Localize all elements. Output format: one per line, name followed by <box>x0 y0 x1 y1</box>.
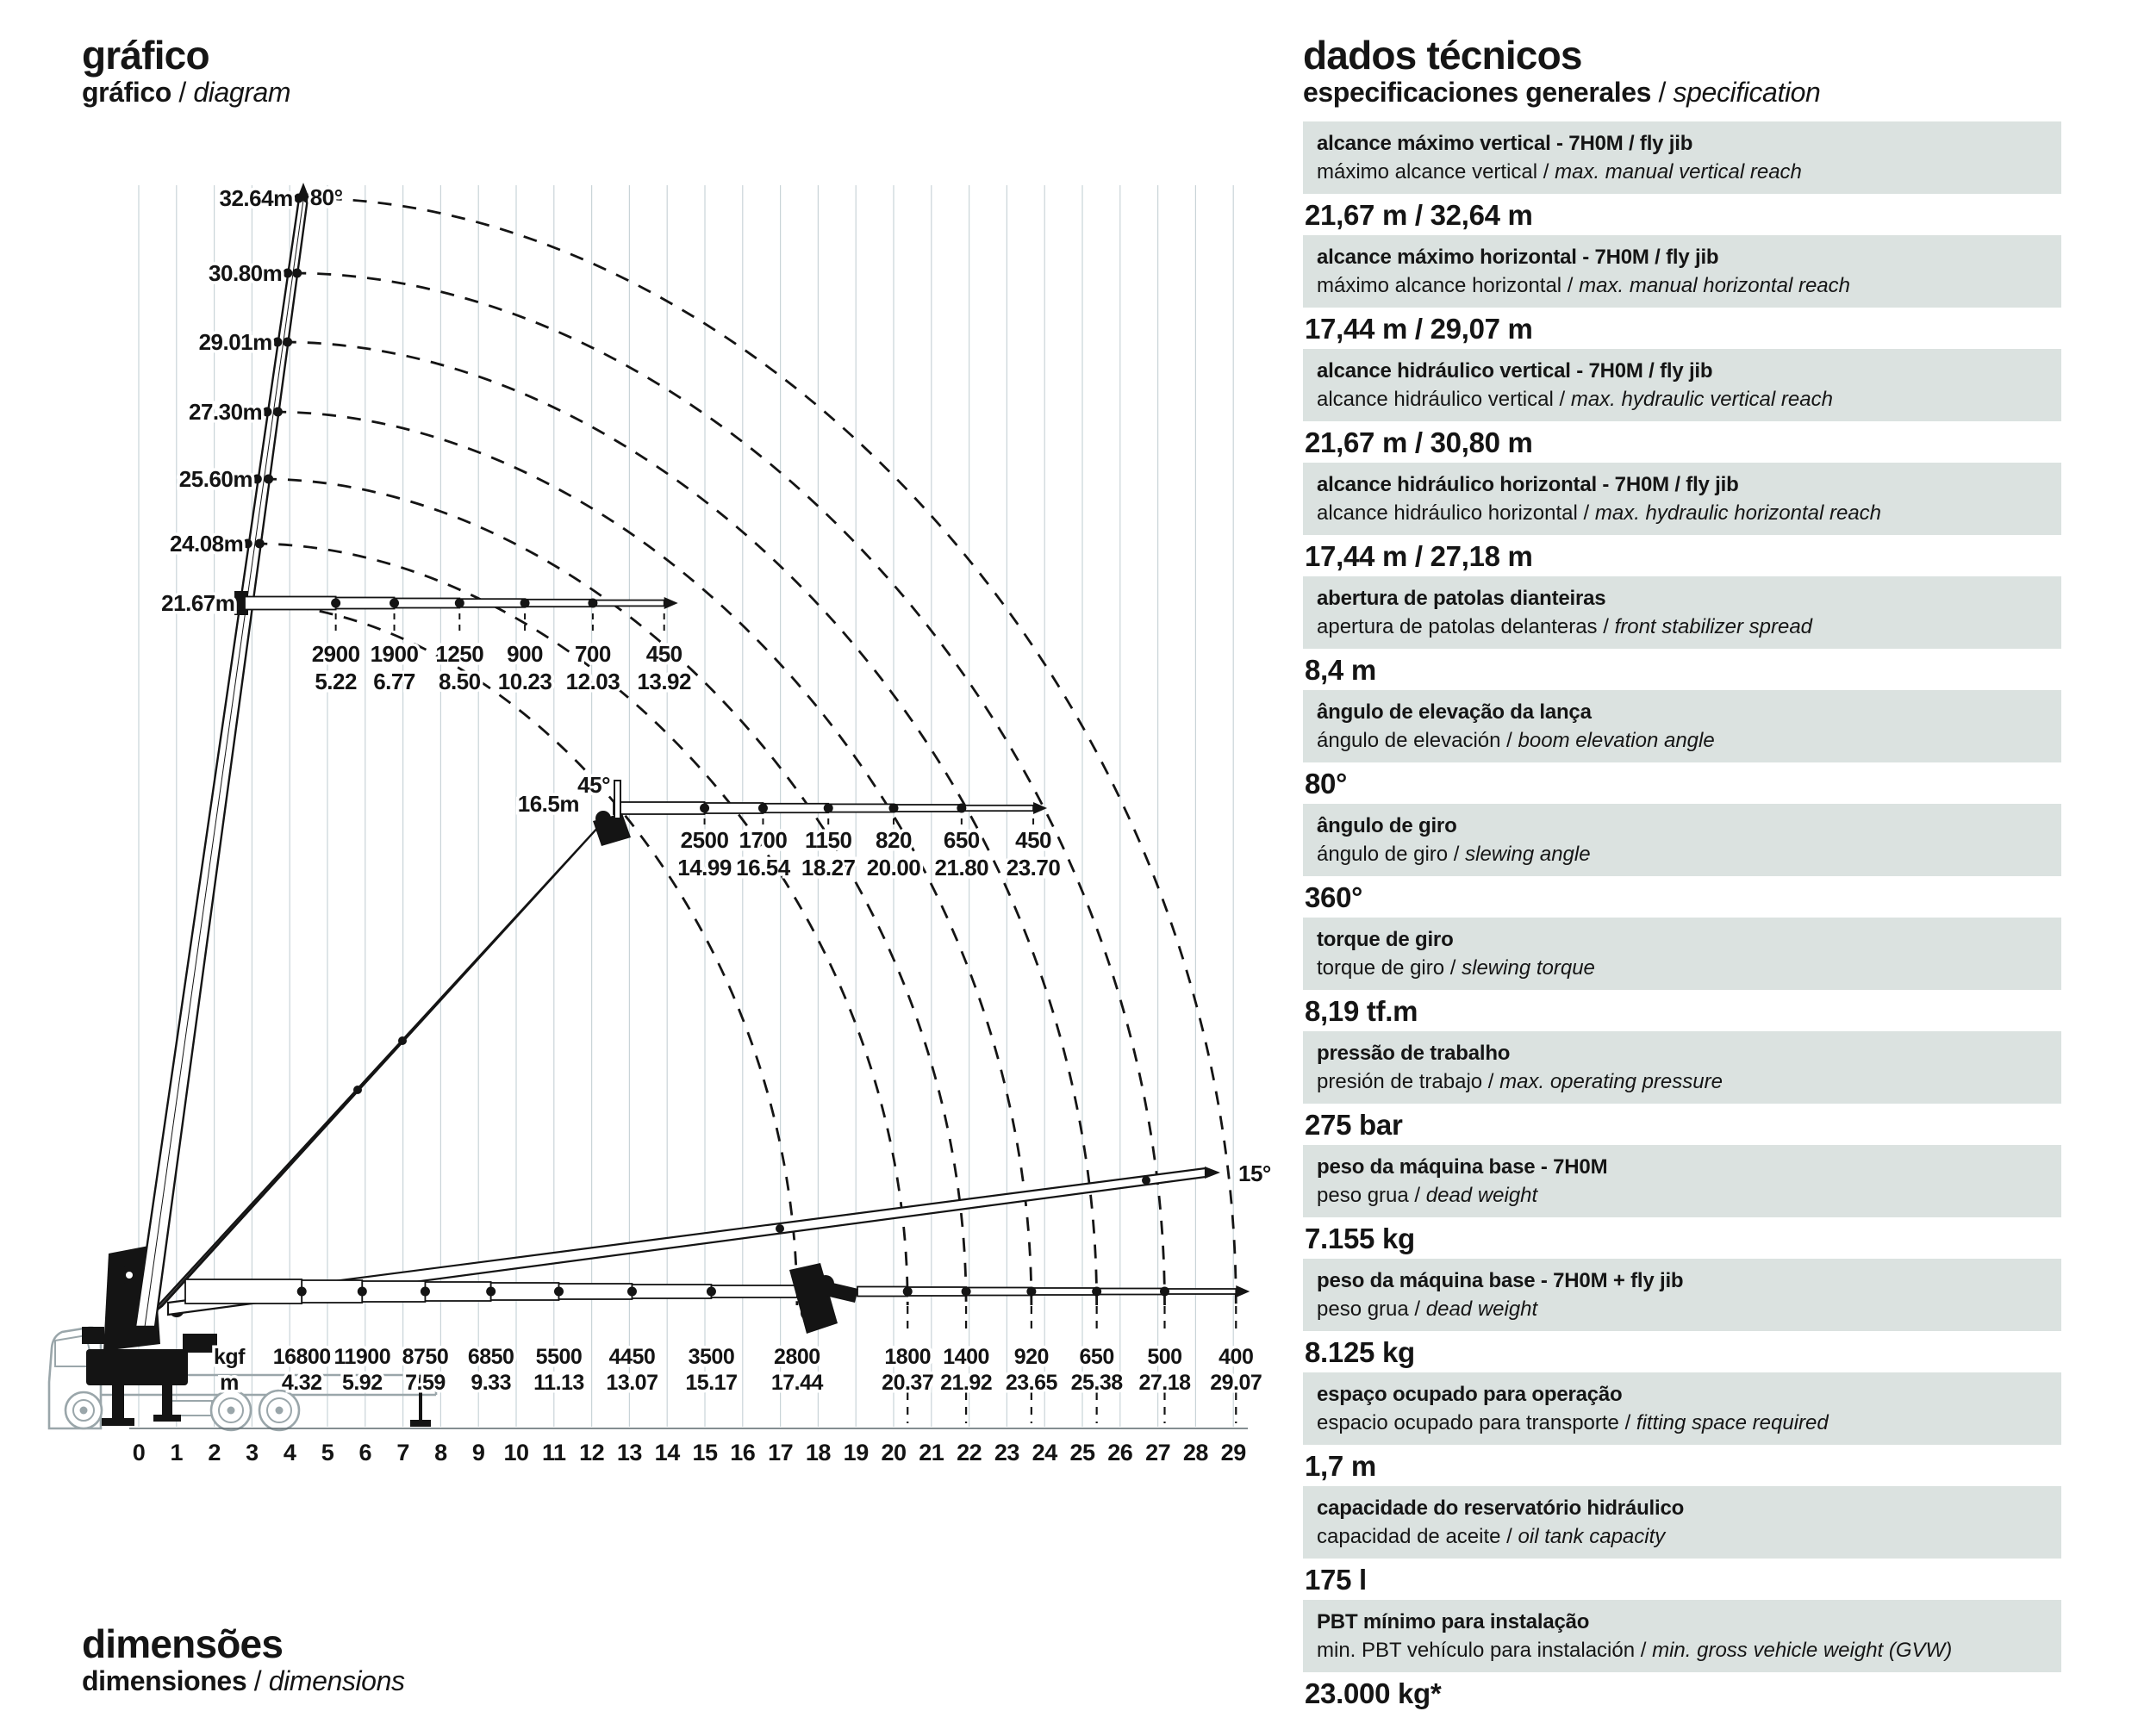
svg-text:19: 19 <box>843 1440 869 1465</box>
boom-horizontal <box>185 1263 1250 1334</box>
svg-text:24: 24 <box>1032 1440 1057 1465</box>
spec-row-value: 1,7 m <box>1305 1449 1376 1482</box>
svg-text:650: 650 <box>943 827 980 853</box>
svg-text:15°: 15° <box>1238 1160 1271 1186</box>
spec-row-pt: peso da máquina base - 7H0M <box>1317 1154 1608 1179</box>
slash-separator: / <box>1561 273 1580 297</box>
svg-text:25: 25 <box>1069 1440 1095 1465</box>
spec-row-header <box>1303 1486 2061 1559</box>
spec-row-sub <box>1317 158 2048 186</box>
svg-text:13.92: 13.92 <box>637 669 691 694</box>
spec-row-en: slewing angle <box>1465 842 1591 866</box>
svg-text:12: 12 <box>579 1440 605 1465</box>
svg-text:1150: 1150 <box>805 827 852 853</box>
spec-row <box>1303 463 2061 574</box>
spec-row-pt: espaço ocupado para operação <box>1317 1382 1623 1406</box>
spec-row-es: apertura de patolas delanteras <box>1317 614 1598 638</box>
spec-row-en: dead weight <box>1425 1297 1538 1321</box>
slash-separator: / <box>1635 1638 1653 1662</box>
svg-text:27: 27 <box>1145 1440 1171 1465</box>
spec-row <box>1303 1486 2061 1597</box>
spec-row-pt: alcance máximo horizontal - 7H0M / fly jib <box>1317 245 1719 269</box>
spec-row-pt: ângulo de elevação da lança <box>1317 700 1592 724</box>
svg-text:11: 11 <box>542 1440 566 1465</box>
spec-row-value: 21,67 m / 30,80 m <box>1305 426 1533 458</box>
svg-text:450: 450 <box>1015 827 1052 853</box>
spec-row-header <box>1303 235 2061 308</box>
svg-text:30.80m: 30.80m <box>209 260 283 286</box>
spec-row-header <box>1303 576 2061 649</box>
spec-row-header <box>1303 121 2061 194</box>
spec-row <box>1303 1259 2061 1370</box>
spec-row-en: dead weight <box>1425 1183 1538 1207</box>
svg-text:7: 7 <box>396 1440 409 1465</box>
svg-text:2800: 2800 <box>774 1345 820 1369</box>
spec-row-value: 8,4 m <box>1305 653 1376 686</box>
spec-row-es: ángulo de elevación <box>1317 728 1501 752</box>
svg-text:80°: 80° <box>309 184 343 210</box>
spec-row-es: máximo alcance horizontal <box>1317 273 1562 297</box>
spec-row-sub <box>1317 1409 2048 1437</box>
spec-row-value: 360° <box>1305 880 1363 913</box>
svg-text:16.5m: 16.5m <box>517 791 579 817</box>
spec-row <box>1303 1145 2061 1256</box>
spec-row-header <box>1303 1259 2061 1331</box>
crane-base <box>82 1245 431 1427</box>
svg-text:29.07: 29.07 <box>1210 1371 1262 1395</box>
spec-row-en: boom elevation angle <box>1518 728 1715 752</box>
spec-row-value: 7.155 kg <box>1305 1222 1415 1254</box>
svg-text:29.01m: 29.01m <box>198 329 272 355</box>
spec-row-pt: abertura de patolas dianteiras <box>1317 586 1606 610</box>
slash-separator: / <box>1618 1410 1636 1434</box>
svg-text:820: 820 <box>876 827 912 853</box>
svg-text:6850: 6850 <box>467 1345 514 1369</box>
svg-text:920: 920 <box>1013 1345 1049 1369</box>
svg-text:5: 5 <box>321 1440 334 1465</box>
spec-row <box>1303 1600 2061 1711</box>
slash-separator: / <box>1537 159 1555 184</box>
svg-text:18: 18 <box>805 1440 831 1465</box>
slash-separator: / <box>1553 387 1571 411</box>
svg-text:16800: 16800 <box>272 1345 331 1369</box>
svg-text:2500: 2500 <box>680 827 729 853</box>
spec-row-header <box>1303 1145 2061 1217</box>
spec-row-es: capacidad de aceite <box>1317 1524 1501 1548</box>
slash-separator: / <box>171 76 194 108</box>
spec-row-en: min. gross vehicle weight (GVW) <box>1652 1638 1953 1662</box>
svg-text:12.03: 12.03 <box>565 669 620 694</box>
spec-row-header <box>1303 918 2061 990</box>
svg-text:11.13: 11.13 <box>533 1371 584 1395</box>
spec-row-sub <box>1317 613 2048 641</box>
svg-text:500: 500 <box>1147 1345 1182 1369</box>
spec-row <box>1303 1031 2061 1142</box>
spec-row-es: máximo alcance vertical <box>1317 159 1538 184</box>
svg-text:21.67m: 21.67m <box>161 590 235 616</box>
slash-separator: / <box>246 1664 269 1696</box>
spec-title: dados técnicos <box>1303 33 1582 78</box>
svg-text:5.22: 5.22 <box>315 669 357 694</box>
fly-jib-80 <box>234 591 678 615</box>
svg-text:14: 14 <box>654 1440 680 1465</box>
spec-row <box>1303 804 2061 915</box>
spec-row-pt: alcance hidráulico horizontal - 7H0M / fly jib <box>1317 472 1739 496</box>
svg-text:16.54: 16.54 <box>736 855 790 880</box>
svg-text:17.44: 17.44 <box>770 1371 823 1395</box>
spec-row-en: max. hydraulic horizontal reach <box>1594 501 1882 525</box>
svg-text:45°: 45° <box>577 772 610 798</box>
spec-row-es: alcance hidráulico vertical <box>1317 387 1554 411</box>
svg-text:24.08m: 24.08m <box>170 531 244 557</box>
spec-row <box>1303 121 2061 233</box>
svg-text:1700: 1700 <box>739 827 788 853</box>
spec-row-header <box>1303 349 2061 421</box>
spec-row-es: espacio ocupado para transporte <box>1317 1410 1619 1434</box>
svg-text:23: 23 <box>994 1440 1019 1465</box>
diagram-title-en: diagram <box>193 76 291 108</box>
svg-text:29: 29 <box>1220 1440 1246 1465</box>
spec-row-value: 17,44 m / 29,07 m <box>1305 312 1533 345</box>
slash-separator: / <box>1500 1524 1518 1548</box>
svg-text:4: 4 <box>283 1440 296 1465</box>
spec-row-pt: torque de giro <box>1317 927 1454 951</box>
spec-subtitle <box>1303 77 2061 109</box>
spec-row-header <box>1303 1031 2061 1104</box>
svg-text:13: 13 <box>616 1440 642 1465</box>
svg-text:8: 8 <box>434 1440 447 1465</box>
spec-row-en: max. operating pressure <box>1499 1069 1723 1093</box>
spec-row-en: max. manual vertical reach <box>1555 159 1802 184</box>
spec-row-es: presión de trabajo <box>1317 1069 1483 1093</box>
svg-text:20: 20 <box>881 1440 907 1465</box>
spec-row-sub <box>1317 1522 2048 1551</box>
spec-row <box>1303 349 2061 460</box>
svg-text:6: 6 <box>358 1440 372 1465</box>
diagram-title-pt: gráfico <box>82 33 209 78</box>
spec-row-en: fitting space required <box>1636 1410 1829 1434</box>
spec-row-en: slewing torque <box>1462 955 1595 980</box>
spec-row-sub <box>1317 1067 2048 1096</box>
slash-separator: / <box>1408 1297 1426 1321</box>
dimensions-title <box>82 1623 405 1698</box>
svg-text:1250: 1250 <box>435 641 484 667</box>
spec-row-sub <box>1317 1295 2048 1323</box>
spec-row-value: 23.000 kg* <box>1305 1677 1442 1709</box>
svg-text:1400: 1400 <box>943 1345 989 1369</box>
svg-text:27.18: 27.18 <box>1138 1371 1191 1395</box>
svg-text:21.92: 21.92 <box>940 1371 993 1395</box>
spec-row-sub <box>1317 726 2048 755</box>
spec-row-es: peso grua <box>1317 1297 1409 1321</box>
spec-row-header <box>1303 690 2061 762</box>
spec-row-sub <box>1317 1636 2048 1664</box>
spec-row-header <box>1303 804 2061 876</box>
spec-panel <box>1303 34 2061 1714</box>
spec-row-pt: alcance máximo vertical - 7H0M / fly jib <box>1317 131 1693 155</box>
spec-row-header <box>1303 463 2061 535</box>
svg-text:4.32: 4.32 <box>281 1371 322 1395</box>
svg-text:8.50: 8.50 <box>438 669 481 694</box>
spec-row-pt: alcance hidráulico vertical - 7H0M / fly jib <box>1317 358 1713 383</box>
svg-text:2: 2 <box>208 1440 221 1465</box>
spec-row <box>1303 918 2061 1029</box>
slash-separator: / <box>1444 955 1462 980</box>
slash-separator: / <box>1448 842 1466 866</box>
slash-separator: / <box>1500 728 1518 752</box>
svg-text:10: 10 <box>503 1440 529 1465</box>
spec-row-value: 80° <box>1305 767 1348 800</box>
dimensions-title-pt: dimensões <box>82 1621 284 1666</box>
svg-text:450: 450 <box>645 641 683 667</box>
svg-text:20.37: 20.37 <box>882 1371 934 1395</box>
svg-text:25.38: 25.38 <box>1070 1371 1123 1395</box>
spec-row-sub <box>1317 385 2048 414</box>
spec-row-value: 275 bar <box>1305 1108 1403 1141</box>
svg-text:kgf: kgf <box>214 1345 245 1369</box>
spec-row-sub <box>1317 1181 2048 1210</box>
svg-text:0: 0 <box>132 1440 146 1465</box>
svg-text:1800: 1800 <box>884 1345 932 1369</box>
spec-row-es: peso grua <box>1317 1183 1409 1207</box>
spec-subtitle-en: specification <box>1673 76 1821 108</box>
spec-row-es: min. PBT vehículo para instalación <box>1317 1638 1636 1662</box>
spec-row-sub <box>1317 499 2048 527</box>
svg-text:28: 28 <box>1182 1440 1208 1465</box>
dimensions-title-en: dimensions <box>268 1664 405 1696</box>
svg-text:1: 1 <box>170 1440 184 1465</box>
spec-row-en: oil tank capacity <box>1518 1524 1666 1548</box>
spec-row-value: 21,67 m / 32,64 m <box>1305 198 1533 231</box>
svg-text:13.07: 13.07 <box>606 1371 658 1395</box>
svg-text:3: 3 <box>246 1440 259 1465</box>
slash-separator: / <box>1597 614 1615 638</box>
spec-row-pt: pressão de trabalho <box>1317 1041 1511 1065</box>
spec-row-value: 8.125 kg <box>1305 1335 1415 1368</box>
svg-text:2900: 2900 <box>311 641 360 667</box>
spec-row-header <box>1303 1372 2061 1445</box>
spec-row <box>1303 1372 2061 1484</box>
svg-text:9: 9 <box>471 1440 485 1465</box>
spec-row <box>1303 235 2061 346</box>
svg-text:8750: 8750 <box>402 1345 449 1369</box>
spec-row-en: front stabilizer spread <box>1614 614 1813 638</box>
svg-text:21.80: 21.80 <box>934 855 989 880</box>
spec-row-value: 17,44 m / 27,18 m <box>1305 539 1533 572</box>
spec-row-value: 175 l <box>1305 1563 1367 1596</box>
svg-text:9.33: 9.33 <box>471 1371 511 1395</box>
svg-text:16: 16 <box>730 1440 756 1465</box>
spec-row-pt: ângulo de giro <box>1317 813 1457 837</box>
svg-text:20.00: 20.00 <box>866 855 921 880</box>
spec-row-es: torque de giro <box>1317 955 1445 980</box>
spec-row-pt: peso da máquina base - 7H0M + fly jib <box>1317 1268 1684 1292</box>
spec-row-value: 8,19 tf.m <box>1305 994 1418 1027</box>
svg-text:900: 900 <box>507 641 544 667</box>
spec-row-pt: PBT mínimo para instalação <box>1317 1609 1590 1633</box>
spec-row-sub <box>1317 271 2048 300</box>
svg-text:700: 700 <box>574 641 611 667</box>
svg-text:17: 17 <box>768 1440 794 1465</box>
spec-row-pt: capacidade do reservatório hidráulico <box>1317 1496 1685 1520</box>
diagram-title-es: gráfico <box>82 76 171 108</box>
spec-row-header <box>1303 1600 2061 1672</box>
svg-text:650: 650 <box>1079 1345 1114 1369</box>
svg-text:14.99: 14.99 <box>677 855 732 880</box>
spec-row-en: max. manual horizontal reach <box>1579 273 1850 297</box>
svg-text:400: 400 <box>1219 1345 1254 1369</box>
svg-text:15: 15 <box>692 1440 718 1465</box>
svg-text:23.65: 23.65 <box>1005 1371 1057 1395</box>
spec-row-sub <box>1317 840 2048 868</box>
svg-text:6.77: 6.77 <box>373 669 415 694</box>
spec-subtitle-es: especificaciones generales <box>1303 76 1652 108</box>
svg-text:10.23: 10.23 <box>497 669 552 694</box>
svg-text:5500: 5500 <box>535 1345 583 1369</box>
slash-separator: / <box>1408 1183 1426 1207</box>
slash-separator: / <box>1482 1069 1500 1093</box>
svg-text:m: m <box>220 1371 239 1395</box>
svg-text:21: 21 <box>919 1440 944 1465</box>
svg-text:32.64m: 32.64m <box>219 185 293 211</box>
slash-separator: / <box>1577 501 1595 525</box>
svg-text:1900: 1900 <box>370 641 419 667</box>
svg-text:11900: 11900 <box>333 1345 391 1369</box>
svg-text:22: 22 <box>957 1440 982 1465</box>
svg-text:15.17: 15.17 <box>685 1371 738 1395</box>
spec-row-es: alcance hidráulico horizontal <box>1317 501 1578 525</box>
x-axis <box>129 1428 1248 1465</box>
spec-row-es: ángulo de giro <box>1317 842 1449 866</box>
spec-row-en: max. hydraulic vertical reach <box>1570 387 1833 411</box>
spec-row <box>1303 690 2061 801</box>
svg-text:23.70: 23.70 <box>1006 855 1061 880</box>
svg-text:7.59: 7.59 <box>405 1371 446 1395</box>
spec-rows <box>1303 121 2061 1711</box>
svg-text:4450: 4450 <box>608 1345 656 1369</box>
svg-text:25.60m: 25.60m <box>178 466 252 492</box>
slash-separator: / <box>1651 76 1674 108</box>
svg-text:18.27: 18.27 <box>801 855 856 880</box>
dimensions-title-es: dimensiones <box>82 1664 247 1696</box>
svg-text:27.30m: 27.30m <box>188 399 263 425</box>
svg-text:5.92: 5.92 <box>341 1371 383 1395</box>
svg-text:26: 26 <box>1107 1440 1133 1465</box>
svg-text:3500: 3500 <box>688 1345 735 1369</box>
spec-row-sub <box>1317 954 2048 982</box>
dimensions-title-sub <box>82 1665 405 1698</box>
spec-row <box>1303 576 2061 688</box>
